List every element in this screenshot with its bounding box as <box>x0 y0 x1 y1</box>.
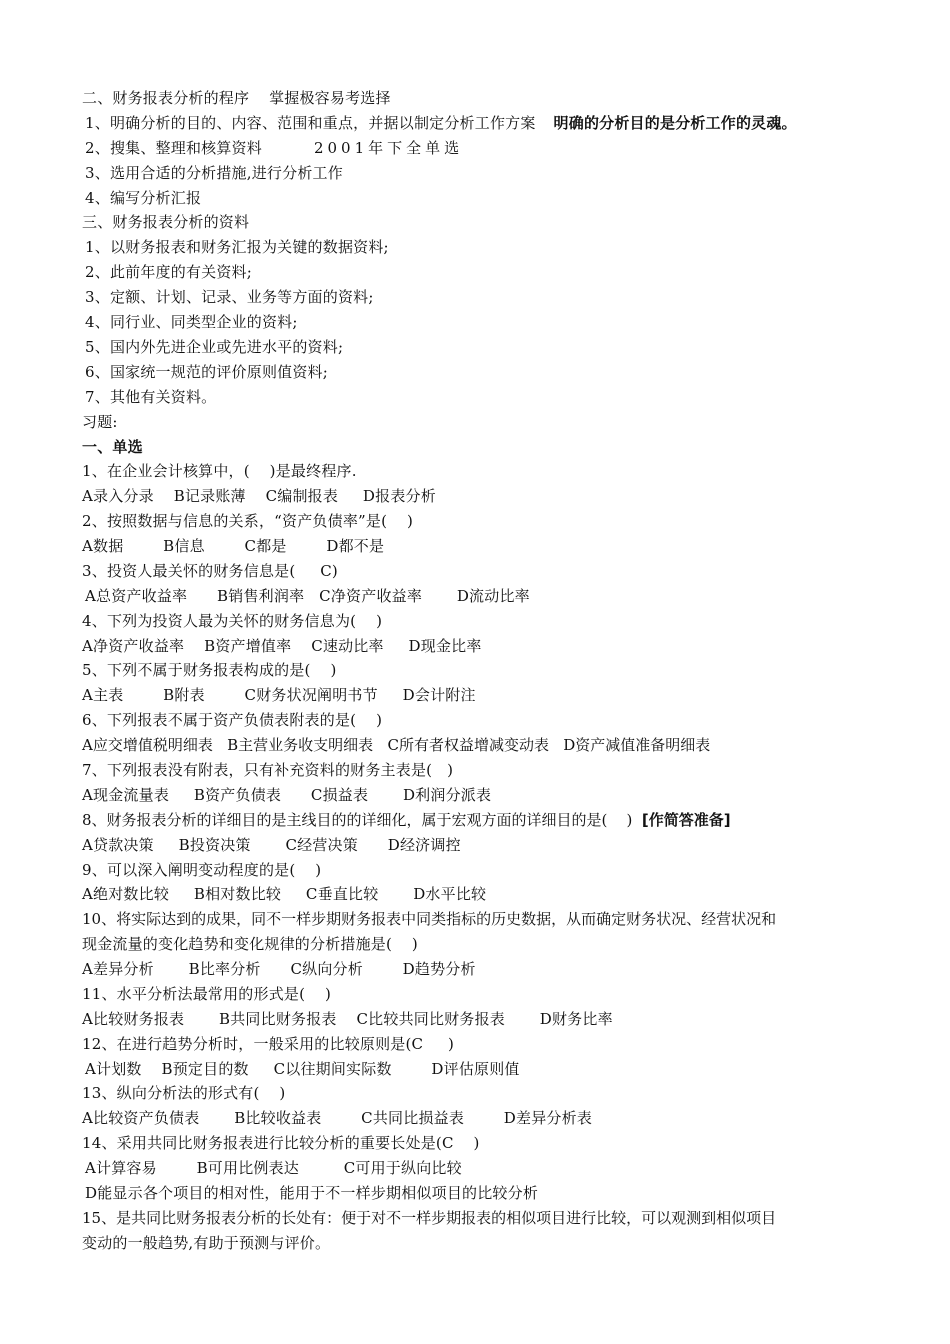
question: 10、将实际达到的成果，同不一样步期财务报表中同类指标的历史数据，从而确定财务状况、经营状况和 <box>82 910 777 928</box>
text-line: 4、同行业、同类型企业的资料; <box>85 313 298 331</box>
question: 14、采用共同比财务报表进行比较分析的重要长处是(C ) <box>82 1134 480 1152</box>
question: 1、在企业会计核算中，( )是最终程序. <box>82 462 357 480</box>
text-line: 5、国内外先进企业或先进水平的资料; <box>85 338 344 356</box>
question: 4、下列为投资人最为关怀的财务信息为( ) <box>82 612 383 630</box>
text-line: 3、定额、计划、记录、业务等方面的资料; <box>85 288 374 306</box>
text-line: 7、其他有关资料。 <box>85 388 217 406</box>
text-line: 6、国家统一规范的评价原则值资料; <box>85 363 328 381</box>
options: A应交增值税明细表 B主营业务收支明细表 C所有者权益增减变动表 D资产减值准备明细表 <box>82 736 711 754</box>
options: A净资产收益率 B资产增值率 C速动比率 D现金比率 <box>82 637 482 655</box>
question: 9、可以深入阐明变动程度的是( ) <box>82 861 322 879</box>
text-line <box>85 138 463 158</box>
options: A录入分录 B记录账薄 C编制报表 D报表分析 <box>82 487 436 505</box>
question: 8、财务报表分析的详细目的是主线目的的详细化，属于宏观方面的详细目的是( ) <box>82 811 642 829</box>
note-text: 2001年下全单选 <box>313 139 464 157</box>
options: A贷款决策 B投资决策 C经营决策 D经济调控 <box>82 836 461 854</box>
text-span: 1、明确分析的目的、内容、范围和重点，并据以制定分析工作方案 <box>85 114 536 132</box>
text-line <box>82 810 731 830</box>
options: A总资产收益率 B销售利润率 C净资产收益率 D流动比率 <box>85 587 530 605</box>
question: 13、纵向分析法的形式有( ) <box>82 1084 286 1102</box>
question: 12、在进行趋势分析时，一般采用的比较原则是(C ) <box>82 1035 455 1053</box>
emphasis-text: [作简答准备] <box>641 811 731 829</box>
text-line: 3、选用合适的分析措施,进行分析工作 <box>85 164 343 182</box>
options: A主表 B附表 C财务状况阐明书节 D会计附注 <box>82 686 476 704</box>
exercises-label: 习题: <box>82 413 118 431</box>
section-heading-materials: 三、财务报表分析的资料 <box>82 213 250 231</box>
question: 6、下列报表不属于资产负债表附表的是( ) <box>82 711 383 729</box>
question-continued: 现金流量的变化趋势和变化规律的分析措施是( ) <box>82 935 418 953</box>
question-continued: 变动的一般趋势,有助于预测与评价。 <box>82 1234 331 1252</box>
section-heading-procedure: 二、财务报表分析的程序 掌握极容易考选择 <box>82 89 391 107</box>
question: 11、水平分析法最常用的形式是( ) <box>82 985 332 1003</box>
options: A比较财务报表 B共同比财务报表 C比较共同比财务报表 D财务比率 <box>82 1010 613 1028</box>
emphasis-text: 明确的分析目的是分析工作的灵魂。 <box>553 114 797 132</box>
options: A绝对数比较 B相对数比较 C垂直比较 D水平比较 <box>82 885 487 903</box>
question: 7、下列报表没有附表，只有补充资料的财务主表是( ) <box>82 761 454 779</box>
text-line: 4、编写分析汇报 <box>85 189 202 207</box>
options: A差异分析 B比率分析 C纵向分析 D趋势分析 <box>82 960 476 978</box>
text-line: 1、以财务报表和财务汇报为关键的数据资料; <box>85 238 389 256</box>
text-line <box>85 113 797 133</box>
question: 2、按照数据与信息的关系，“资产负债率”是( ) <box>82 512 414 530</box>
question: 15、是共同比财务报表分析的长处有：便于对不一样步期报表的相似项目进行比较，可以观测到相似项目 <box>82 1209 777 1227</box>
options: A数据 B信息 C都是 D都不是 <box>82 537 385 555</box>
single-choice-heading: 一、单选 <box>82 438 143 456</box>
text-line: 2、此前年度的有关资料; <box>85 263 252 281</box>
options: A计划数 B预定目的数 C以往期间实际数 D评估原则值 <box>85 1060 520 1078</box>
options: A计算容易 B可用比例表达 C可用于纵向比较 <box>85 1159 462 1177</box>
options: D能显示各个项目的相对性，能用于不一样步期相似项目的比较分析 <box>85 1184 539 1202</box>
options: A比较资产负债表 B比较收益表 C共同比损益表 D差异分析表 <box>82 1109 593 1127</box>
options: A现金流量表 B资产负债表 C损益表 D利润分派表 <box>82 786 492 804</box>
text-span: 2、搜集、整理和核算资料 <box>85 139 262 157</box>
question: 3、投资人最关怀的财务信息是( C) <box>82 562 338 580</box>
question: 5、下列不属于财务报表构成的是( ) <box>82 661 337 679</box>
